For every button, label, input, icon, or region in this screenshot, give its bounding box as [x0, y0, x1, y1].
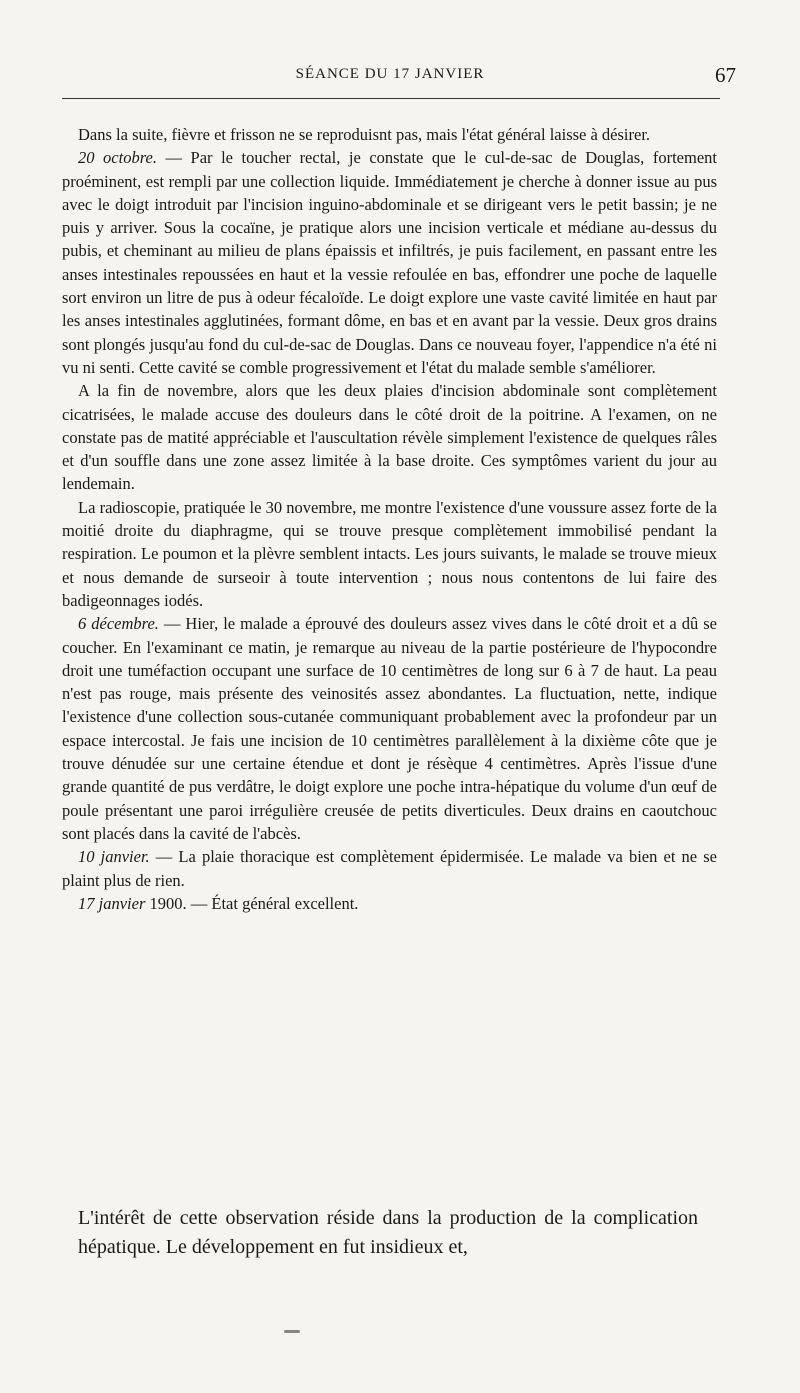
running-title: SÉANCE DU 17 JANVIER [295, 66, 485, 82]
date-label: 17 janvier [78, 893, 146, 913]
date-label: 6 décembre. [78, 614, 159, 634]
paragraph: La radioscopie, pratiquée le 30 novembre, me montre l'existence d'une voussure assez forte de la moitié droite du diaphragme, qui se trouve presque complètement immobilisé pendant la respiration. Le poumon et la plèvre semblent intacts. Les jours suivants, le malade se trouve mieux et nous demande de surseoir à toute intervention ; nous nous contentons de lui faire des badigeonnages iodés. [62, 497, 717, 610]
date-label: 20 octobre. [78, 148, 157, 168]
paragraph-text: 1900. — État général excellent. [145, 893, 359, 913]
paragraph [62, 845, 717, 892]
paragraph [62, 146, 717, 379]
ink-mark [284, 1330, 300, 1333]
paragraph: L'intérêt de cette observation réside dans la production de la complication hépatique. Le développement en fut insidieux et, [78, 1207, 698, 1258]
paragraph-text: — La plaie thoracique est complètement épidermisée. Le malade va bien et ne se plaint plus de rien. [62, 847, 717, 890]
page-number: 67 [715, 63, 736, 87]
paragraph: Dans la suite, fièvre et frisson ne se reproduisnt pas, mais l'état général laisse à désirer. [78, 125, 651, 144]
paragraph [62, 612, 717, 845]
header-rule [62, 98, 720, 99]
paragraph [62, 892, 717, 915]
discussion-text [78, 1204, 698, 1262]
date-label: 10 janvier. [78, 847, 150, 867]
page-header [60, 63, 736, 90]
observation-text [62, 123, 717, 915]
paragraph-text: — Par le toucher rectal, je constate que le cul-de-sac de Douglas, fortement proéminent, est rempli par une collection liquide. Immédiatement je cherche à donner issue au pus avec le doigt introduit par l'incision inguino-abdominale et se dirigeant vers le petit bassin; je ne puis y arriver. Sous la cocaïne, je pratique alors une incision verticale et médiane au-dessus du pubis, et cheminant au milieu de plans épaissis et infiltrés, je puis facilement, en passant entre les anses intestinales repoussées en haut et la vessie refoulée en bas, effondrer une poche de laquelle sort environ un litre de pus à odeur fécaloïde. Le doigt explore une vaste cavité limitée en haut par les anses intestinales agglutinées, formant dôme, en bas et en avant par la vessie. Deux gros drains sont plongés jusqu'au fond du cul-de-sac de Douglas. Dans ce nouveau foyer, l'appendice n'a été ni vu ni senti. Cette cavité se comble progressivement et l'état du malade semble s'améliorer. [62, 148, 717, 377]
paragraph: A la fin de novembre, alors que les deux plaies d'incision abdominale sont complètement cicatrisées, le malade accuse des douleurs dans le côté droit de la poitrine. A l'examen, on ne constate pas de matité appréciable et l'auscultation révèle simplement l'existence de quelques râles et d'un souffle dans une zone assez limitée à la base droite. Ces symptômes varient du jour au lendemain. [62, 381, 717, 494]
paragraph-text: — Hier, le malade a éprouvé des douleurs assez vives dans le côté droit et a dû se coucher. En l'examinant ce matin, je remarque au niveau de la partie postérieure de l'hypocondre droit une tuméfaction occupant une surface de 10 centimètres de long sur 6 à 7 de haut. La peau n'est pas rouge, mais présente des veinosités assez abondantes. La fluctuation, nette, indique l'existence d'une collection sous-cutanée communiquant probablement avec la profondeur par un espace intercostal. Je fais une incision de 10 centimètres parallèlement à la dixième côte que je trouve dénudée sur une certaine étendue et dont je résèque 4 centimètres. Après l'issue d'une grande quantité de pus verdâtre, le doigt explore une poche intra-hépatique du volume d'un œuf de poule présentant une paroi irrégulière creusée de petits diverticules. Deux drains en caoutchouc sont placés dans la cavité de l'abcès. [62, 614, 717, 843]
